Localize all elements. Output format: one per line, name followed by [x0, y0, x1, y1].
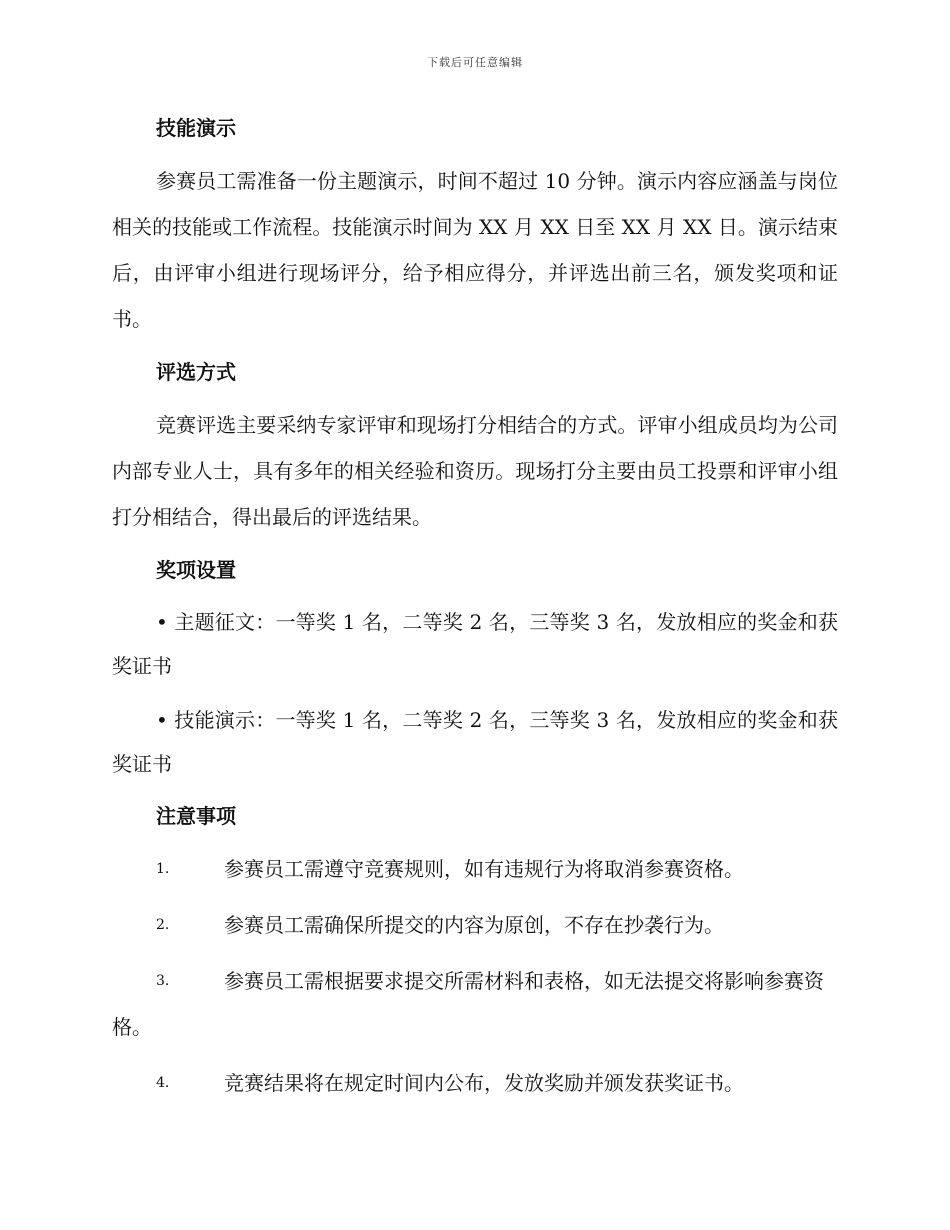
note-number: 3.: [156, 973, 170, 989]
note-number: 1.: [156, 861, 170, 877]
note-text: 竞赛结果将在规定时间内公布，发放奖励并颁发获奖证书。: [224, 1071, 744, 1095]
paragraph-skill-demo: 参赛员工需准备一份主题演示，时间不超过 10 分钟。演示内容应涵盖与岗位相关的技能或工作流程。技能演示时间为 XX 月 XX 日至 XX 月 XX 日。演示结束后，由评审小组进行现场评分，给予相应得分，并评选出前三名，颁发奖项和证书。: [112, 169, 838, 331]
note-text: 参赛员工需遵守竞赛规则，如有违规行为将取消参赛资格。: [224, 857, 744, 881]
note-item: [112, 958, 838, 1050]
award-item: • 技能演示：一等奖 1 名，二等奖 2 名，三等奖 3 名，发放相应的奖金和获奖证书: [112, 708, 838, 776]
header-note: 下载后可任意编辑: [427, 56, 523, 69]
note-number: 2.: [156, 917, 170, 933]
section-title-notes: 注意事项: [156, 804, 236, 828]
note-number: 4.: [156, 1075, 170, 1091]
note-item: [112, 902, 838, 948]
section-title-skill-demo: 技能演示: [156, 116, 236, 140]
document-content: [112, 108, 838, 1106]
note-item: [112, 846, 838, 892]
note-text: 参赛员工需根据要求提交所需材料和表格，如无法提交将影响参赛资格。: [112, 969, 824, 1039]
note-item: [112, 1060, 838, 1106]
note-text: 参赛员工需确保所提交的内容为原创，不存在抄袭行为。: [224, 913, 724, 937]
section-title-awards: 奖项设置: [156, 558, 236, 582]
section-title-evaluation: 评选方式: [156, 360, 236, 384]
paragraph-evaluation: 竞赛评选主要采纳专家评审和现场打分相结合的方式。评审小组成员均为公司内部专业人士，具有多年的相关经验和资历。现场打分主要由员工投票和评审小组打分相结合，得出最后的评选结果。: [112, 413, 838, 529]
award-item: • 主题征文：一等奖 1 名，二等奖 2 名，三等奖 3 名，发放相应的奖金和获奖证书: [112, 610, 838, 678]
